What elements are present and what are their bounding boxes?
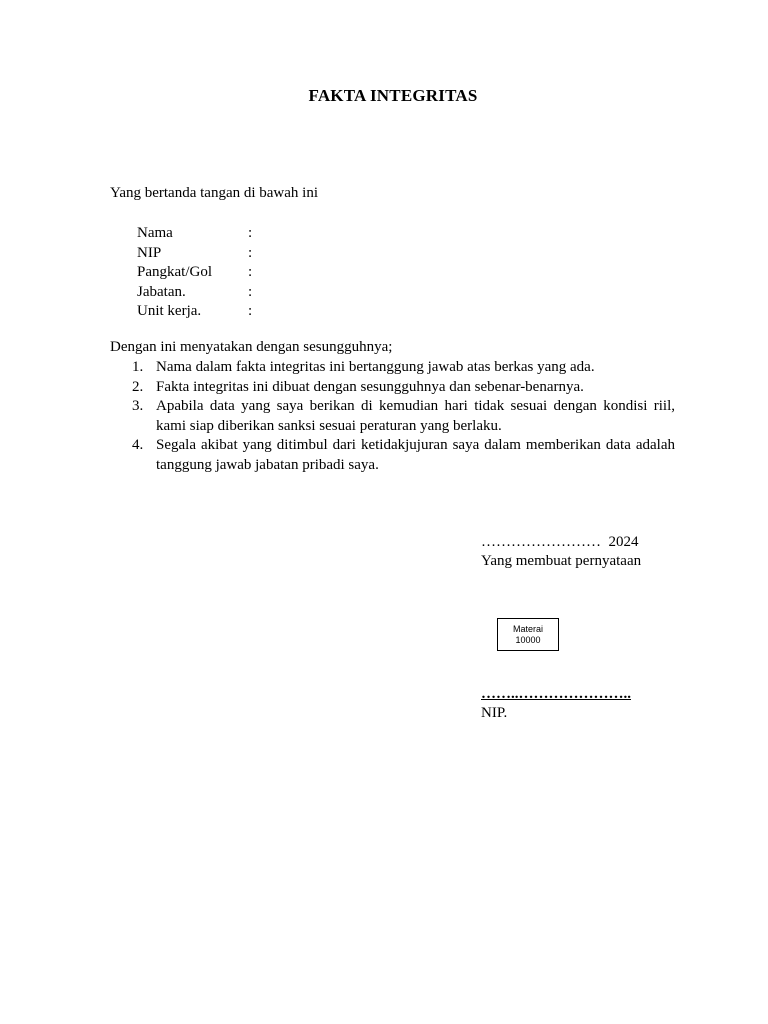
field-colon: : bbox=[248, 244, 253, 261]
list-item-text: Apabila data yang saya berikan di kemudian hari tidak sesuai dengan kondisi riil, kami siap diberikan sanksi sesuai peraturan yang berlaku. bbox=[156, 398, 675, 434]
list-item bbox=[130, 358, 675, 378]
list-item bbox=[130, 397, 675, 436]
signer-name-line: ……..………………….. bbox=[481, 686, 631, 702]
field-row-nama bbox=[137, 224, 337, 244]
field-label: Nama bbox=[137, 225, 173, 241]
field-label: NIP bbox=[137, 244, 162, 261]
list-number: 2. bbox=[132, 378, 144, 395]
field-colon: : bbox=[248, 225, 253, 241]
field-row-nip bbox=[137, 244, 337, 264]
list-item bbox=[130, 436, 675, 475]
field-row-pangkat bbox=[137, 263, 337, 283]
list-item-text: Nama dalam fakta integritas ini bertanggung jawab atas berkas yang ada. bbox=[156, 359, 595, 375]
list-number: 1. bbox=[132, 359, 144, 375]
list-item-text: Fakta integritas ini dibuat dengan sesungguhnya dan sebenar-benarnya. bbox=[156, 378, 584, 395]
list-item-text: Segala akibat yang ditimbul dari ketidakjujuran saya dalam memberikan data adalah tanggung jawab jabatan pribadi saya. bbox=[156, 437, 675, 473]
list-number: 3. bbox=[132, 398, 144, 414]
field-row-unit-kerja bbox=[137, 302, 337, 322]
field-colon: : bbox=[248, 303, 253, 319]
field-label: Jabatan. bbox=[137, 283, 186, 300]
signature-block bbox=[481, 533, 701, 571]
intro-text: Yang bertanda tangan di bawah ini bbox=[110, 185, 319, 201]
signature-role: Yang membuat pernyataan bbox=[481, 553, 642, 569]
stamp-value: 10000 bbox=[515, 635, 541, 645]
list-item bbox=[130, 378, 675, 398]
field-label: Unit kerja. bbox=[137, 303, 202, 319]
list-number: 4. bbox=[132, 437, 144, 453]
field-colon: : bbox=[248, 264, 253, 280]
field-row-jabatan bbox=[137, 283, 337, 303]
document-title: FAKTA INTEGRITAS bbox=[308, 86, 478, 105]
stamp-label: Materai bbox=[512, 624, 543, 634]
statement-text: Dengan ini menyatakan dengan sesungguhnya; bbox=[110, 339, 393, 355]
field-colon: : bbox=[248, 283, 253, 300]
signer-nip: NIP. bbox=[481, 705, 508, 721]
field-label: Pangkat/Gol bbox=[137, 264, 212, 280]
signature-date: …………………… 2024 bbox=[481, 534, 639, 550]
stamp-duty-box bbox=[497, 618, 559, 651]
statement-list bbox=[130, 358, 675, 475]
identity-fields bbox=[137, 224, 337, 322]
